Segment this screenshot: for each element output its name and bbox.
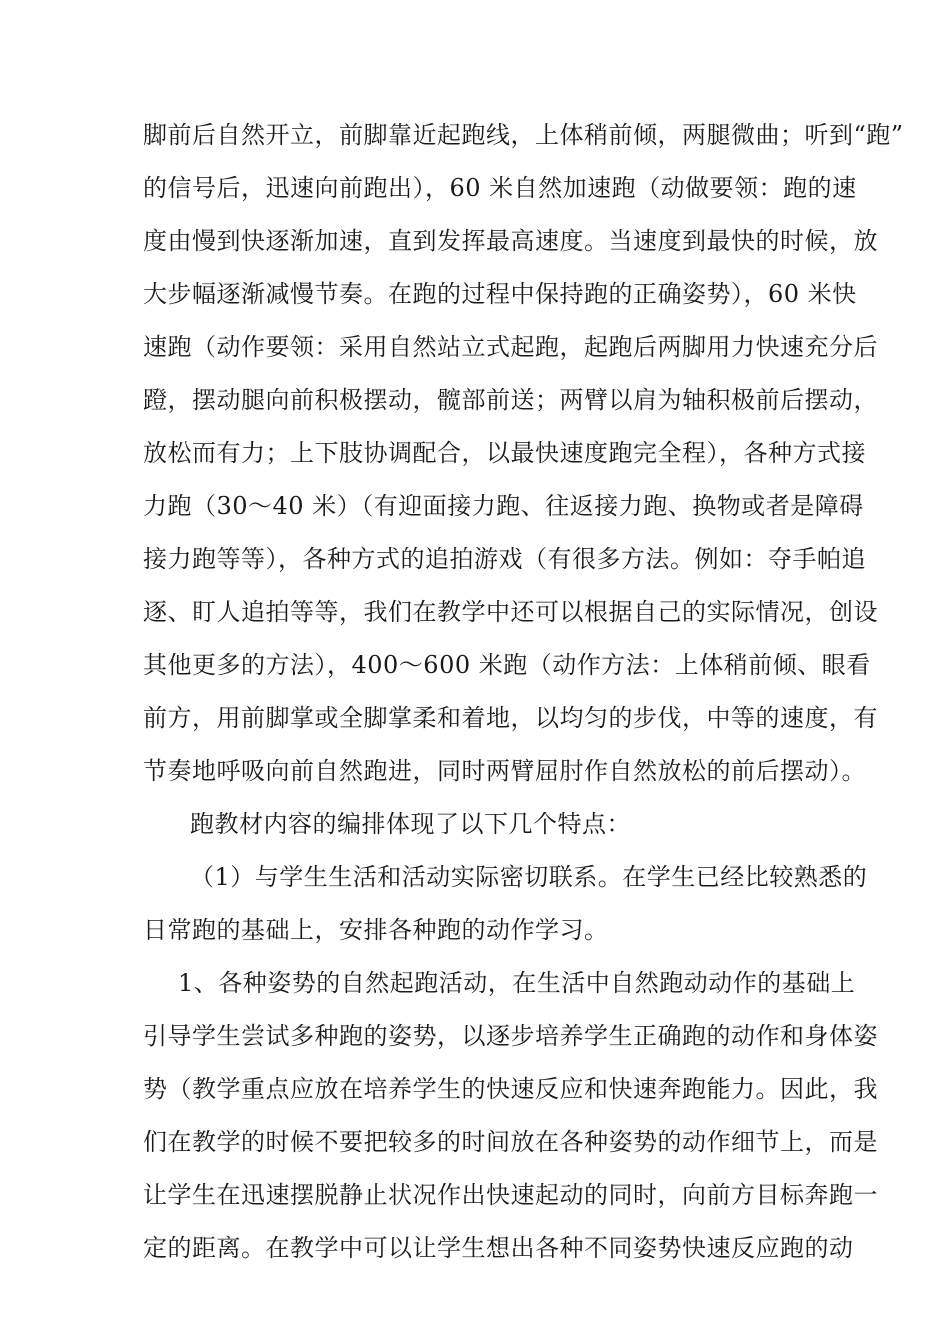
text-line: 让学生在迅速摆脱静止状况作出快速起动的同时，向前方目标奔跑一 xyxy=(143,1181,878,1209)
text-line: 蹬，摆动腿向前积极摆动，髋部前送；两臂以肩为轴积极前后摆动， xyxy=(143,386,878,414)
text-line: 速跑（动作要领：采用自然站立式起跑，起跑后两脚用力快速充分后 xyxy=(143,333,878,361)
text-line: 度由慢到快逐渐加速，直到发挥最高速度。当速度到最快的时候，放 xyxy=(143,227,878,255)
text-line: 放松而有力；上下肢协调配合，以最快速度跑完全程），各种方式接 xyxy=(143,439,866,467)
text-line: 们在教学的时候不要把较多的时间放在各种姿势的动作细节上，而是 xyxy=(143,1128,878,1156)
paragraph-heading: 跑教材内容的编排体现了以下几个特点： xyxy=(190,810,631,838)
text-line: 其他更多的方法），400～600 米跑（动作方法：上体稍前倾、眼看 xyxy=(143,651,871,679)
text-line: 日常跑的基础上，安排各种跑的动作学习。 xyxy=(143,916,609,944)
text-line: 大步幅逐渐减慢节奏。在跑的过程中保持跑的正确姿势），60 米快 xyxy=(143,280,857,308)
text-line: 脚前后自然开立，前脚靠近起跑线，上体稍前倾，两腿微曲；听到“跑” xyxy=(143,121,904,149)
text-line: 节奏地呼吸向前自然跑进，同时两臂屈肘作自然放松的前后摆动）。 xyxy=(143,757,866,785)
text-line: 接力跑等等），各种方式的追拍游戏（有很多方法。例如：夺手帕追 xyxy=(143,545,866,573)
text-line: 逐、盯人追拍等等，我们在教学中还可以根据自己的实际情况，创设 xyxy=(143,598,878,626)
text-line: 势（教学重点应放在培养学生的快速反应和快速奔跑能力。因此，我 xyxy=(143,1075,878,1103)
text-line: 的信号后，迅速向前跑出），60 米自然加速跑（动做要领：跑的速 xyxy=(143,174,857,202)
text-line: 力跑（30～40 米）（有迎面接力跑、往返接力跑、换物或者是障碍 xyxy=(143,492,864,520)
text-line: （1）与学生生活和活动实际密切联系。在学生已经比较熟悉的 xyxy=(190,863,868,891)
text-line: 1、各种姿势的自然起跑活动，在生活中自然跑动动作的基础上 xyxy=(178,969,856,997)
text-line: 定的距离。在教学中可以让学生想出各种不同姿势快速反应跑的动 xyxy=(143,1234,854,1262)
text-line: 引导学生尝试多种跑的姿势，以逐步培养学生正确跑的动作和身体姿 xyxy=(143,1022,878,1050)
text-line: 前方，用前脚掌或全脚掌柔和着地，以均匀的步伐，中等的速度，有 xyxy=(143,704,878,732)
